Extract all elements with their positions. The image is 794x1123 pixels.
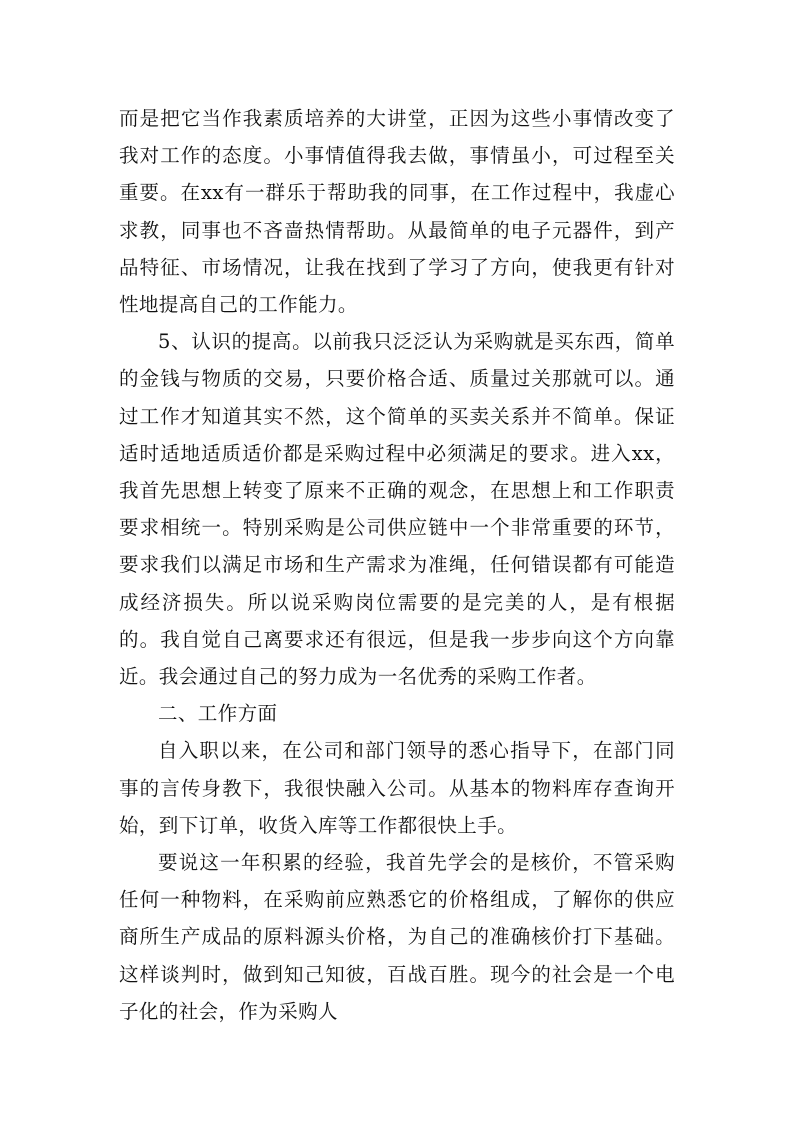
section-heading-work: 二、工作方面 xyxy=(158,702,278,726)
paragraph-2: 5、认识的提高。以前我只泛泛认为采购就是买东西，简单的金钱与物质的交易，只要价格合适、质量过关那就可以。通过工作才知道其实不然，这个简单的买卖关系并不简单。保证适时适地适质适价都是采购过程中必须满足的要求。进入xx，我首先思想上转变了原来不正确的观念，在思想上和工作职责要求相统一。特别采购是公司供应链中一个非常重要的环节，要求我们以满足市场和生产需求为准绳，任何错误都有可能造成经济损失。所以说采购岗位需要的是完美的人，是有根据的。我自觉自己离要求还有很远，但是我一步步向这个方向靠近。我会通过自己的努力成为一名优秀的采购工作者。 xyxy=(119,330,675,689)
paragraph-4: 要说这一年积累的经验，我首先学会的是核价，不管采购任何一种物料，在采购前应熟悉它的价格组成，了解你的供应商所生产成品的原料源头价格，为自己的准确核价打下基础。这样谈判时，做到知己知彼，百战百胜。现今的社会是一个电子化的社会，作为采购人 xyxy=(119,851,675,1023)
document-body xyxy=(119,100,675,1030)
paragraph-3: 自入职以来，在公司和部门领导的悉心指导下，在部门同事的言传身教下，我很快融入公司。从基本的物料库存查询开始，到下订单，收货入库等工作都很快上手。 xyxy=(119,739,675,837)
paragraph-1: 而是把它当作我素质培养的大讲堂，正因为这些小事情改变了我对工作的态度。小事情值得我去做，事情虽小，可过程至关重要。在xx有一群乐于帮助我的同事，在工作过程中，我虚心求教，同事也不吝啬热情帮助。从最简单的电子元器件，到产品特征、市场情况，让我在找到了学习了方向，使我更有针对性地提高自己的工作能力。 xyxy=(119,107,675,317)
